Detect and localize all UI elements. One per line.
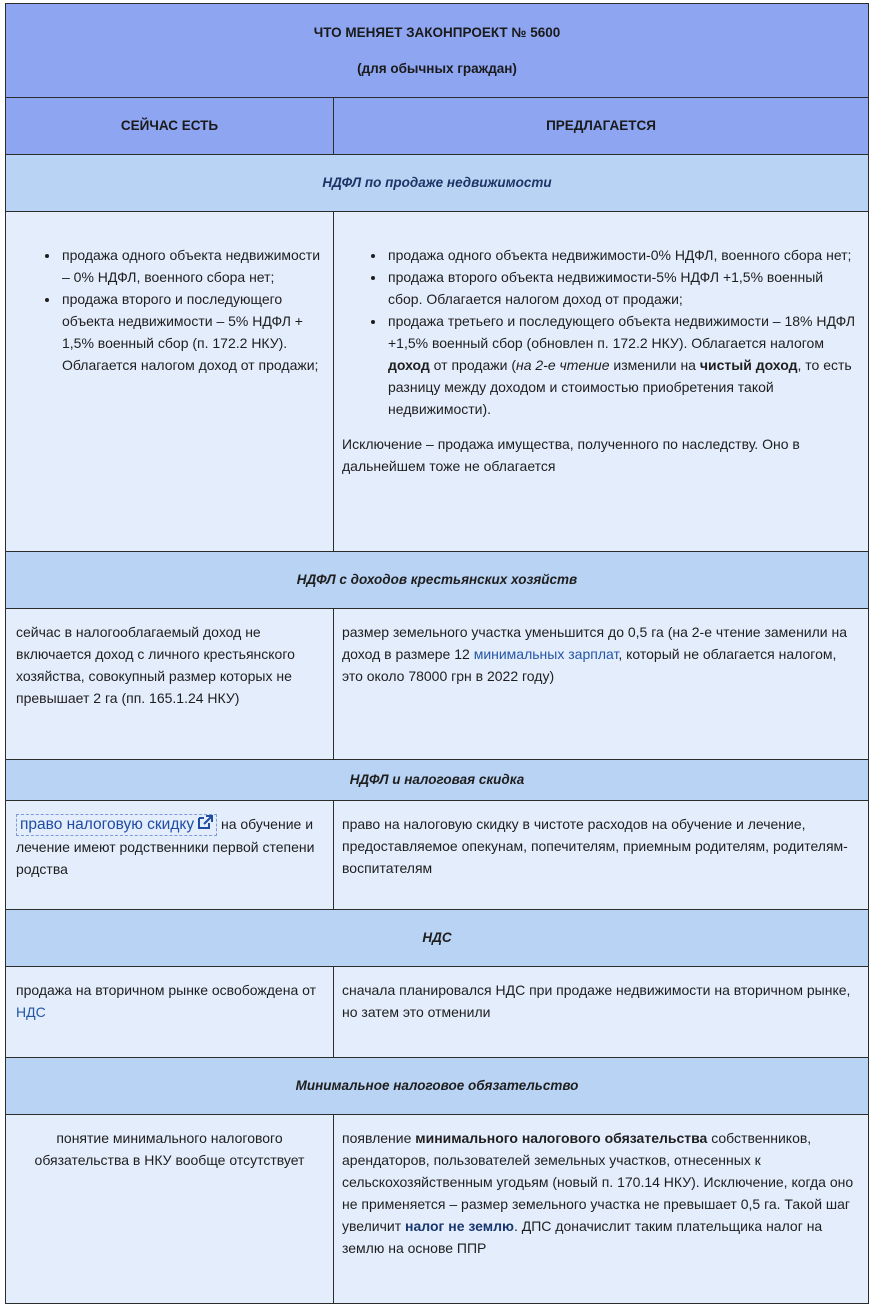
title-cell (6, 4, 869, 98)
current-cell: сейчас в налогооблагаемый доход не включается доход с личного крестьянского хозяйства, совокупный размер которых не превышает 2 га (пп. 165.1.24 НКУ) (6, 609, 334, 760)
current-list (16, 244, 323, 376)
section-title-ndfl-farms: НДФЛ с доходов крестьянских хозяйств (6, 552, 869, 609)
table-subtitle: (для обычных граждан) (357, 60, 517, 76)
section-body-row (6, 212, 869, 552)
vat-link[interactable]: НДС (16, 1004, 46, 1020)
list-item: • продажа одного объекта недвижимости – 0% НДФЛ, военного сбора нет; (60, 244, 323, 288)
land-tax-link[interactable]: налог не землю (405, 1218, 514, 1234)
current-cell (6, 212, 334, 552)
section-header-row (6, 760, 869, 801)
proposed-cell: появление минимального налогового обязательства собственников, арендаторов, пользователей земельных участков, отнесенных к сельскохозяйственным угодьям (новый п. 170.14 НКУ). Исключение, когда оно не применяется – размер земельного участка не превышает 0,5 га. Такой шаг увеличит налог не землю. ДПС доначислит таким плательщика налог на землю на основе ППР (334, 1115, 869, 1304)
section-title-tax-discount: НДФЛ и налоговая скидка (6, 760, 869, 801)
current-cell: право налоговую скидку на обучение и лечение имеют родственники первой степени родства (6, 801, 334, 910)
section-header-row (6, 910, 869, 967)
comparison-table (5, 3, 869, 1304)
list-item: • продажа второго и последующего объекта недвижимости – 5% НДФЛ + 1,5% военный сбор (п. 172.2 НКУ). Облагается налогом доход от продажи; (60, 288, 323, 376)
section-body-row (6, 609, 869, 760)
proposed-cell (334, 212, 869, 552)
list-item: • продажа третьего и последующего объекта недвижимости – 18% НДФЛ +1,5% военный сбор (обновлен п. 172.2 НКУ). Облагается налогом доход от продажи (на 2-е чтение изменили на чистый доход, то есть разницу между доходом и стоимостью приобретения такой недвижимости). (386, 310, 858, 420)
italic-note: на 2-е чтение (516, 357, 610, 373)
section-body-row (6, 1115, 869, 1304)
section-title-vat: НДС (6, 910, 869, 967)
list-item: • продажа одного объекта недвижимости-0% НДФЛ, военного сбора нет; (386, 244, 858, 266)
column-header-row (6, 98, 869, 155)
section-body-row (6, 967, 869, 1058)
column-header-proposed: ПРЕДЛАГАЕТСЯ (334, 98, 869, 155)
comparison-document (5, 3, 868, 1278)
exception-note: Исключение – продажа имущества, полученного по наследству. Оно в дальнейшем тоже не облагается (342, 436, 800, 474)
min-wages-link[interactable]: минимальных зарплат (473, 646, 619, 662)
list-item: • продажа второго объекта недвижимости-5% НДФЛ +1,5% военный сбор. Облагается налогом доход от продажи; (386, 266, 858, 310)
bold-term: минимального налогового обязательства (415, 1130, 708, 1146)
title-row (6, 4, 869, 98)
section-body-row (6, 801, 869, 910)
proposed-list (342, 244, 858, 420)
proposed-cell: сначала планировался НДС при продаже недвижимости на вторичном рынке, но затем это отменили (334, 967, 869, 1058)
section-title-min-tax: Минимальное налоговое обязательство (6, 1058, 869, 1115)
bold-term: чистый доход (699, 357, 798, 373)
proposed-cell: размер земельного участка уменьшится до 0,5 га (на 2-е чтение заменили на доход в размере 12 минимальных зарплат, который не облагается налогом, это около 78000 грн в 2022 году) (334, 609, 869, 760)
section-header-row (6, 155, 869, 212)
table-title: ЧТО МЕНЯЕТ ЗАКОНПРОЕКТ № 5600 (313, 24, 561, 40)
section-header-row (6, 552, 869, 609)
current-cell: продажа на вторичном рынке освобождена от НДС (6, 967, 334, 1058)
current-cell: понятие минимального налогового обязательства в НКУ вообще отсутствует (6, 1115, 334, 1304)
column-header-current: СЕЙЧАС ЕСТЬ (6, 98, 334, 155)
section-title-ndfl-property: НДФЛ по продаже недвижимости (6, 155, 869, 212)
section-header-row (6, 1058, 869, 1115)
tax-discount-link[interactable]: право налоговую скидку (16, 814, 217, 836)
bold-term: доход (388, 357, 430, 373)
proposed-cell: право на налоговую скидку в чистоте расходов на обучение и лечение, предоставляемое опекунам, попечителям, приемным родителям, родителям-воспитателям (334, 801, 869, 910)
external-link-icon (197, 815, 213, 830)
